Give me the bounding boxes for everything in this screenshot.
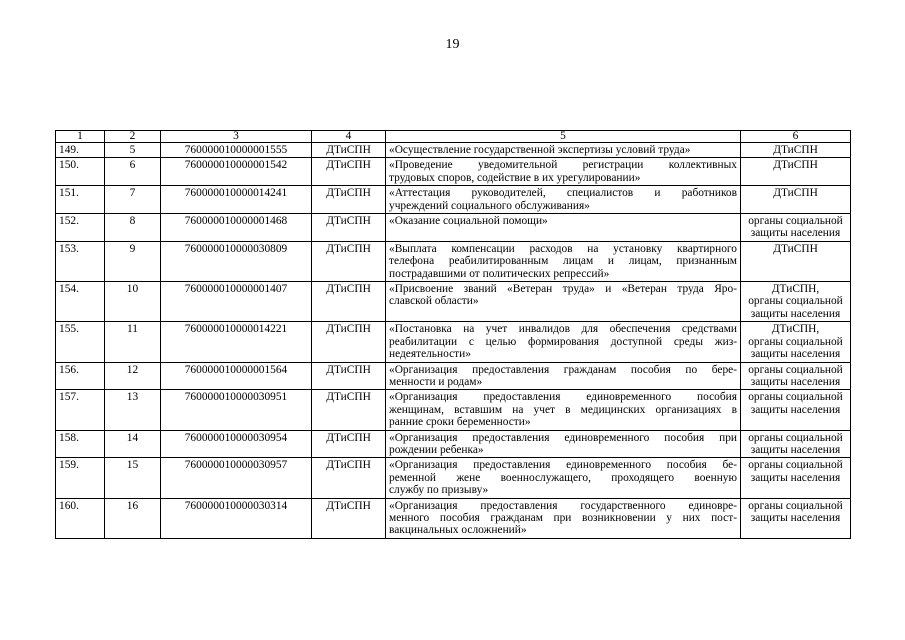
service-name-cell [386, 158, 741, 186]
sub-number-cell: 11 [105, 322, 161, 362]
executor-line: защиты населения [750, 403, 841, 416]
executor-cell [741, 143, 851, 158]
sub-number-cell: 9 [105, 241, 161, 281]
registry-code-cell: 760000010000001564 [161, 362, 312, 390]
sub-number-cell: 8 [105, 214, 161, 242]
sub-number-cell: 14 [105, 430, 161, 458]
column-header: 2 [105, 131, 161, 143]
row-number-cell: 151. [56, 186, 105, 214]
registry-code-cell: 760000010000001468 [161, 214, 312, 242]
executor-line: защиты населения [750, 348, 841, 361]
service-name-line: «Аттестация руководителей, специалистов и работников [389, 187, 737, 200]
service-name-cell [386, 430, 741, 458]
department-cell: ДТиСПН [312, 498, 386, 538]
executor-line: органы социальной [748, 295, 843, 308]
column-header: 3 [161, 131, 312, 143]
table-row [56, 282, 851, 322]
executor-line: ДТиСПН [773, 242, 818, 255]
executor-line: органы социальной [748, 215, 843, 228]
row-number-cell: 158. [56, 430, 105, 458]
service-name-cell [386, 282, 741, 322]
sub-number-cell: 6 [105, 158, 161, 186]
service-name-line: реабилитации с целью формирования доступной среды жиз- [389, 335, 737, 348]
executor-cell [741, 282, 851, 322]
executor-line: защиты населения [750, 375, 841, 388]
row-number-cell: 149. [56, 143, 105, 158]
service-name-line: «Организация предоставления единовременного пособия при [389, 431, 737, 444]
registry-code-cell: 760000010000030314 [161, 498, 312, 538]
department-cell: ДТиСПН [312, 241, 386, 281]
executor-line: органы социальной [748, 499, 843, 512]
table-row [56, 158, 851, 186]
sub-number-cell: 12 [105, 362, 161, 390]
row-number-cell: 154. [56, 282, 105, 322]
service-name-line: «Осуществление государственной экспертизы условий труда» [389, 144, 691, 156]
sub-number-cell: 10 [105, 282, 161, 322]
registry-code-cell: 760000010000001407 [161, 282, 312, 322]
table-row [56, 430, 851, 458]
service-name-cell [386, 390, 741, 430]
sub-number-cell: 16 [105, 498, 161, 538]
service-name-line: ременной жене военнослужащего, проходящего военную [389, 471, 737, 484]
table-row [56, 214, 851, 242]
executor-line: защиты населения [750, 307, 841, 320]
executor-line: ДТиСПН [773, 187, 818, 200]
service-name-line: женщинам, вставшим на учет в медицинских организациях в [389, 403, 737, 416]
service-name-cell [386, 214, 741, 242]
row-number-cell: 152. [56, 214, 105, 242]
registry-code-cell: 760000010000014221 [161, 322, 312, 362]
executor-line: органы социальной [748, 431, 843, 444]
table-row [56, 186, 851, 214]
service-name-line: телефона реабилитированным лицам и лицам, признанным [389, 255, 737, 268]
executor-line: органы социальной [748, 459, 843, 472]
executor-cell [741, 241, 851, 281]
service-name-line: менного пособия гражданам при возникновении у них пост- [389, 511, 737, 524]
department-cell: ДТиСПН [312, 186, 386, 214]
table-row [56, 322, 851, 362]
header-row [56, 131, 851, 143]
executor-cell [741, 186, 851, 214]
column-header: 5 [386, 131, 741, 143]
executor-cell [741, 158, 851, 186]
table-row [56, 498, 851, 538]
registry-code-cell: 760000010000030954 [161, 430, 312, 458]
page-number: 19 [445, 37, 460, 52]
service-name-line: пострадавшими от политических репрессий» [389, 267, 610, 280]
service-name-line: «Присвоение званий «Ветеран труда» и «Ветеран труда Яро- [389, 283, 737, 296]
row-number-cell: 159. [56, 458, 105, 498]
department-cell: ДТиСПН [312, 390, 386, 430]
sub-number-cell: 5 [105, 143, 161, 158]
department-cell: ДТиСПН [312, 322, 386, 362]
executor-line: ДТиСПН, [771, 323, 820, 336]
table-row [56, 390, 851, 430]
executor-cell [741, 214, 851, 242]
service-name-line: менности и родам» [389, 375, 483, 388]
column-header: 6 [741, 131, 851, 143]
row-number-cell: 157. [56, 390, 105, 430]
executor-line: защиты населения [750, 227, 841, 240]
executor-cell [741, 390, 851, 430]
table-row [56, 143, 851, 158]
row-number-cell: 153. [56, 241, 105, 281]
executor-line: защиты населения [750, 471, 841, 484]
service-name-line: «Организация предоставления государственного единовре- [389, 499, 737, 512]
service-name-line: рождении ребенка» [389, 443, 484, 456]
service-name-line: «Проведение уведомительной регистрации коллективных [389, 159, 737, 172]
registry-code-cell: 760000010000001555 [161, 143, 312, 158]
row-number-cell: 156. [56, 362, 105, 390]
executor-line: органы социальной [748, 363, 843, 376]
registry-code-cell: 760000010000030951 [161, 390, 312, 430]
column-header: 1 [56, 131, 105, 143]
row-number-cell: 150. [56, 158, 105, 186]
row-number-cell: 160. [56, 498, 105, 538]
service-name-line: вакцинальных осложнений» [389, 524, 527, 537]
service-name-cell [386, 186, 741, 214]
registry-code-cell: 760000010000030957 [161, 458, 312, 498]
service-name-cell [386, 458, 741, 498]
department-cell: ДТиСПН [312, 214, 386, 242]
sub-number-cell: 13 [105, 390, 161, 430]
service-name-line: «Организация предоставления единовременного пособия [389, 391, 737, 404]
department-cell: ДТиСПН [312, 458, 386, 498]
sub-number-cell: 7 [105, 186, 161, 214]
service-name-cell [386, 241, 741, 281]
service-name-line: «Постановка на учет инвалидов для обеспечения средствами [389, 323, 737, 336]
service-name-cell [386, 143, 741, 158]
service-name-line: службу по призыву» [389, 484, 489, 497]
registry-code-cell: 760000010000014241 [161, 186, 312, 214]
executor-line: ДТиСПН [773, 159, 818, 172]
service-name-line: «Организация предоставления единовременного пособия бе- [389, 459, 737, 472]
registry-code-cell: 760000010000001542 [161, 158, 312, 186]
service-name-line: учреждений социального обслуживания» [389, 199, 590, 212]
executor-line: ДТиСПН, [771, 283, 820, 296]
department-cell: ДТиСПН [312, 282, 386, 322]
sub-number-cell: 15 [105, 458, 161, 498]
department-cell: ДТиСПН [312, 430, 386, 458]
executor-cell [741, 458, 851, 498]
department-cell: ДТиСПН [312, 143, 386, 158]
executor-line: органы социальной [748, 335, 843, 348]
executor-line: защиты населения [750, 511, 841, 524]
executor-line: защиты населения [750, 443, 841, 456]
service-name-line: славской области» [389, 295, 479, 308]
executor-cell [741, 362, 851, 390]
column-header: 4 [312, 131, 386, 143]
service-name-cell [386, 362, 741, 390]
executor-cell [741, 498, 851, 538]
service-name-cell [386, 322, 741, 362]
table-row [56, 362, 851, 390]
executor-cell [741, 322, 851, 362]
table-row [56, 241, 851, 281]
service-name-line: «Выплата компенсации расходов на установку квартирного [389, 242, 737, 255]
executor-line: ДТиСПН [773, 144, 818, 156]
service-name-cell [386, 498, 741, 538]
executor-line: органы социальной [748, 391, 843, 404]
executor-cell [741, 430, 851, 458]
service-name-line: «Организация предоставления гражданам пособия по бере- [389, 363, 737, 376]
service-name-line: «Оказание социальной помощи» [389, 215, 548, 228]
row-number-cell: 155. [56, 322, 105, 362]
table-row [56, 458, 851, 498]
department-cell: ДТиСПН [312, 362, 386, 390]
service-name-line: трудовых споров, содействие в их урегулировании» [389, 171, 641, 184]
services-table [55, 130, 851, 539]
department-cell: ДТиСПН [312, 158, 386, 186]
service-name-line: недеятельности» [389, 348, 471, 361]
service-name-line: ранние сроки беременности» [389, 416, 531, 429]
registry-code-cell: 760000010000030809 [161, 241, 312, 281]
